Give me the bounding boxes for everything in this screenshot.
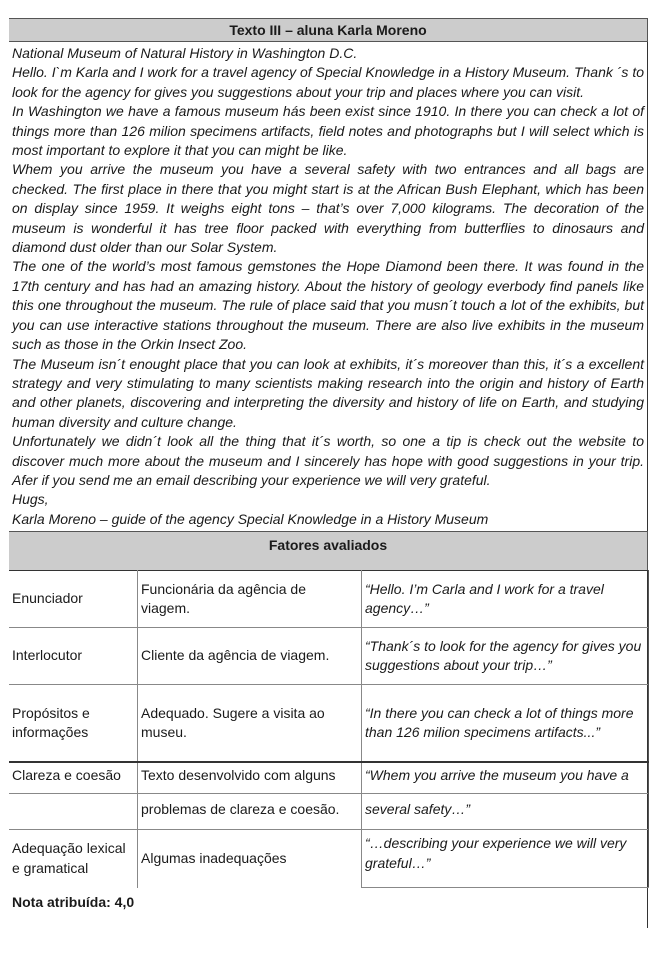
assigned-grade: Nota atribuída: 4,0 (12, 894, 135, 911)
table-row (9, 685, 649, 763)
essay-heading: National Museum of Natural History in Washington D.C. (12, 45, 358, 61)
assessment-cell: Cliente da agência de viagem. (138, 628, 362, 685)
table-row (9, 830, 649, 888)
essay-paragraph: Unfortunately we didn´t look all the thing that it´s worth, so one a tip is check out the website to discover much more about the museum and I sincerely has hope with good suggestions in your trip. Afer if you send me an email describing your experience we will very grateful. (12, 433, 644, 488)
evidence-cell: “In there you can check a lot of things more than 126 milion specimens artifacts...” (362, 685, 649, 763)
evaluation-document (9, 18, 648, 910)
essay-closing: Hugs, (12, 491, 49, 508)
evidence-cell: “…describing your experience we will very grateful…” (362, 830, 649, 888)
factors-table (9, 570, 649, 888)
essay-signature: Karla Moreno – guide of the agency Special Knowledge in a History Museum (12, 510, 489, 527)
evidence-cell: several safety…” (362, 794, 649, 830)
document-title: Texto III – aluna Karla Moreno (9, 18, 648, 42)
table-row (9, 794, 649, 830)
factor-cell: Adequação lexical e gramatical (9, 830, 138, 888)
factor-cell (9, 794, 138, 830)
assessment-cell: problemas de clareza e coesão. (138, 794, 362, 830)
factor-cell: Interlocutor (9, 628, 138, 685)
student-essay (9, 42, 648, 531)
factor-cell: Enunciador (9, 571, 138, 628)
assessment-cell: Algumas inadequações (138, 830, 362, 888)
evidence-cell: “Hello. I’m Carla and I work for a travel agency…” (362, 571, 649, 628)
table-row (9, 762, 649, 794)
essay-paragraph: Hello. I`m Karla and I work for a travel agency of Special Knowledge in a History Museum. Thank ´s to look for the agency for gives you suggestions about your trip and places where you can visit. (12, 64, 644, 100)
assessment-cell: Adequado. Sugere a visita ao museu. (138, 685, 362, 763)
table-row (9, 571, 649, 628)
factor-cell: Clareza e coesão (9, 762, 138, 794)
evidence-cell: “Whem you arrive the museum you have a (362, 762, 649, 794)
essay-paragraph: The Museum isn´t enought place that you can look at exhibits, it´s moreover than this, it´s a excellent strategy and very stimulating to many scientists making research into the origin and history of Earth and other planets, discovering and interpreting the diversity and history of life on Earth, and studying human diversity and culture change. (12, 355, 644, 430)
essay-paragraph: Whem you arrive the museum you have a several safety with two entrances and all bags are checked. The first place in there that you might start is at the African Bush Elephant, which has been on display since 1959. It weighs eight tons – that’s over 7,000 kilograms. The decoration of the museum is wonderful it has tree floor packed with everything from butterflies to dinosaurs and diamond dust older than our Solar System. (12, 161, 644, 256)
essay-paragraph: In Washington we have a famous museum hás been exist since 1910. In there you can check a lot of things more than 126 milion specimens artifacts, field notes and photographs but I will select which is most important to explore it that you can might be like. (12, 103, 644, 159)
essay-paragraph: The one of the world’s most famous gemstones the Hope Diamond been there. It was found in the 17th century and has had an amazing history. About the history of geology everbody find panels like this one throughout the museum. The rule of place said that you musn´t touch a lot of the exhibits, but you can use interactive stations throughout the museum. There are also live exhibits in the museum such as those in the Orkin Insect Zoo. (12, 258, 644, 353)
factor-cell: Propósitos e informações (9, 685, 138, 763)
table-row (9, 628, 649, 685)
evidence-cell: “Thank´s to look for the agency for gives you suggestions about your trip…” (362, 628, 649, 685)
assessment-cell: Funcionária da agência de viagem. (138, 571, 362, 628)
assessment-cell: Texto desenvolvido com alguns (138, 762, 362, 794)
factors-header: Fatores avaliados (9, 531, 648, 570)
